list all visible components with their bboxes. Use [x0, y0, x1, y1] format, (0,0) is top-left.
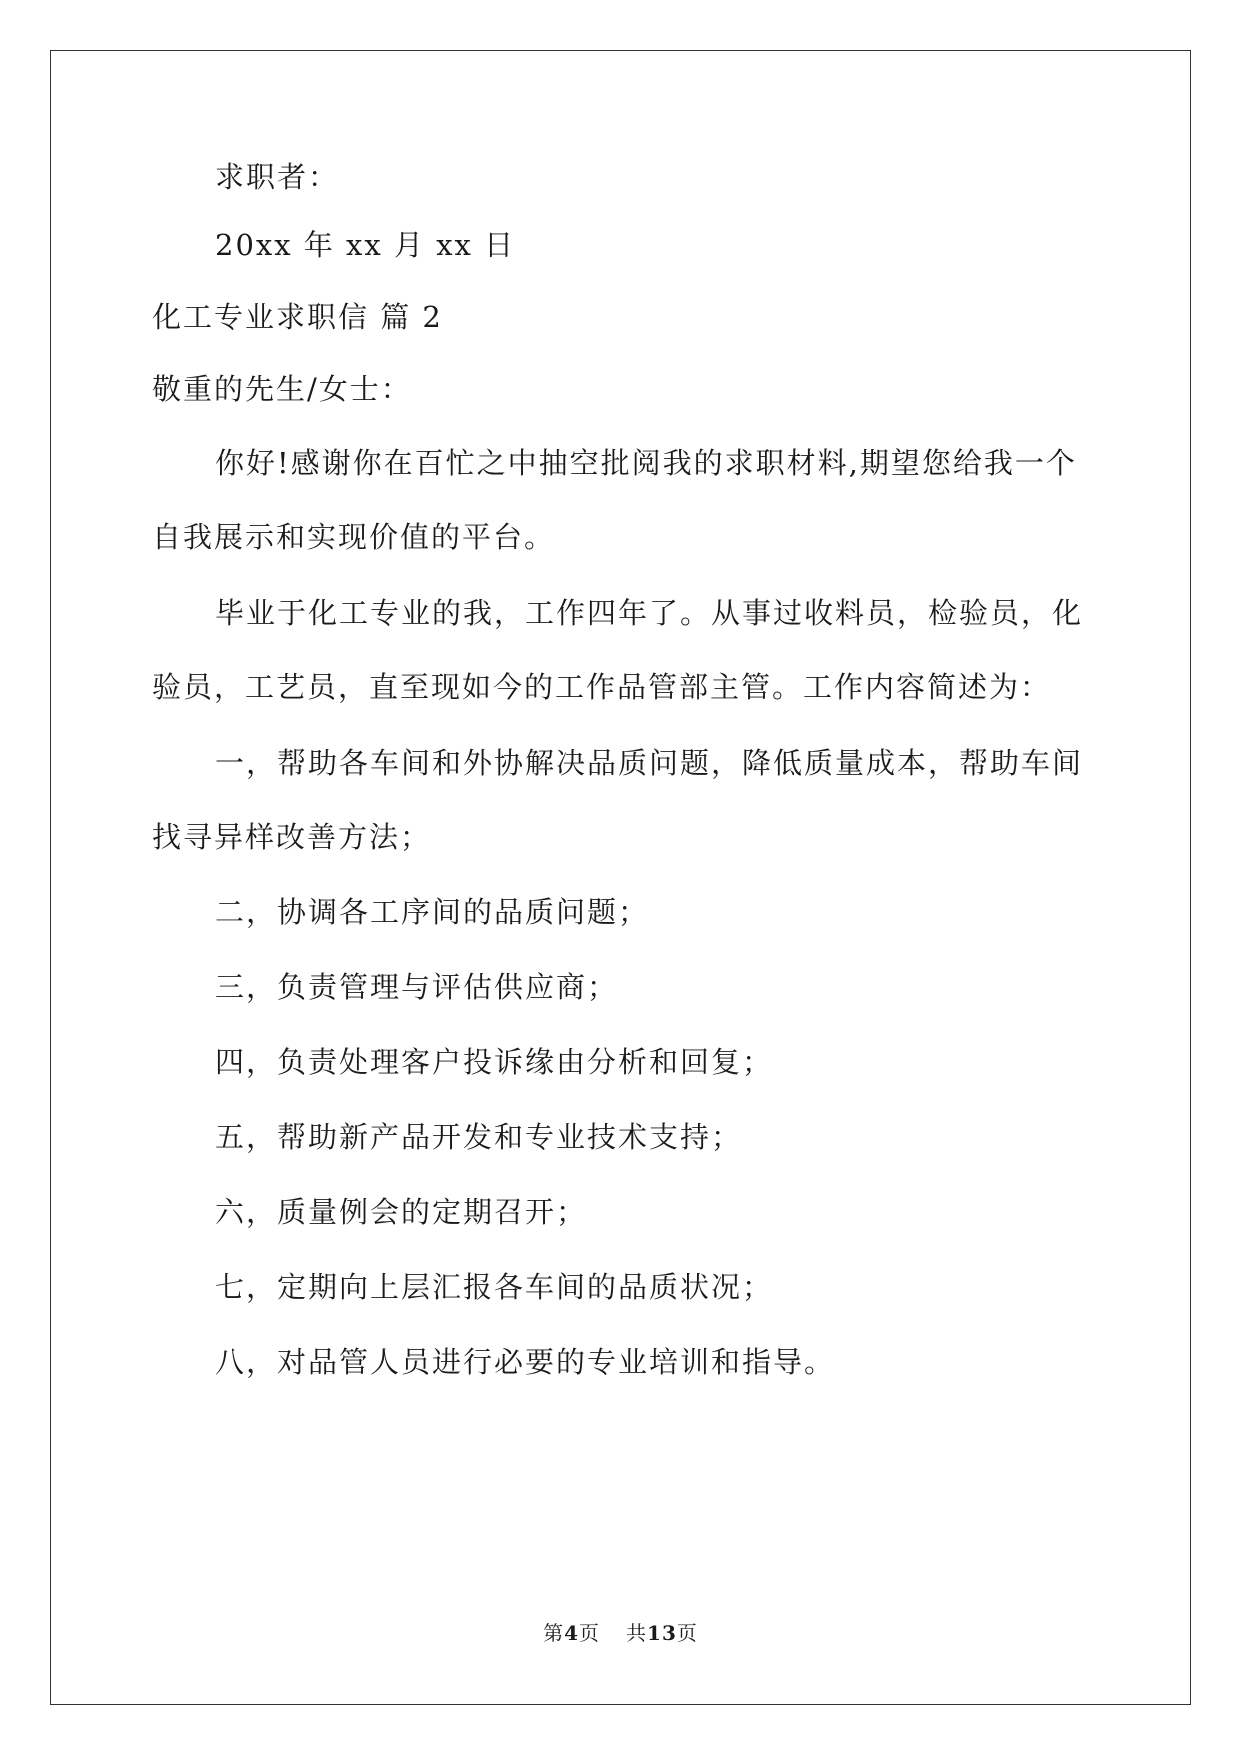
page-current: 4 — [564, 1621, 580, 1645]
list-item-4: 四，负责处理客户投诉缘由分析和回复； — [215, 1045, 774, 1079]
salutation: 敬重的先生/女士： — [152, 372, 412, 406]
list-item-6: 六，质量例会的定期召开； — [215, 1195, 588, 1229]
list-item-1-line-2: 找寻异样改善方法； — [152, 820, 432, 854]
list-item-1-line-1: 一，帮助各车间和外协解决品质问题，降低质量成本，帮助车间 — [215, 746, 1084, 780]
signature-label: 求职者： — [215, 160, 340, 194]
list-item-5: 五，帮助新产品开发和专业技术支持； — [215, 1120, 743, 1154]
list-item-7: 七，定期向上层汇报各车间的品质状况； — [215, 1270, 774, 1304]
paragraph-1-line-2: 自我展示和实现价值的平台。 — [152, 520, 556, 554]
total-prefix: 共 — [626, 1621, 648, 1645]
total-suffix: 页 — [676, 1621, 698, 1645]
list-item-3: 三，负责管理与评估供应商； — [215, 970, 619, 1004]
page-prefix: 第 — [543, 1621, 565, 1645]
page-total: 13 — [647, 1621, 677, 1645]
date-line: 20xx 年 xx 月 xx 日 — [215, 228, 516, 262]
paragraph-2-line-2: 验员，工艺员，直至现如今的工作品管部主管。工作内容简述为： — [152, 670, 1052, 704]
paragraph-1-line-1: 你好!感谢你在百忙之中抽空批阅我的求职材料,期望您给我一个 — [215, 446, 1077, 480]
page-footer — [0, 1620, 1241, 1646]
page-suffix: 页 — [579, 1621, 601, 1645]
paragraph-2-line-1: 毕业于化工专业的我，工作四年了。从事过收料员，检验员，化 — [215, 596, 1084, 630]
list-item-8: 八，对品管人员进行必要的专业培训和指导。 — [215, 1345, 836, 1379]
list-item-2: 二，协调各工序间的品质问题； — [215, 895, 650, 929]
section-title: 化工专业求职信 篇 2 — [152, 300, 443, 334]
